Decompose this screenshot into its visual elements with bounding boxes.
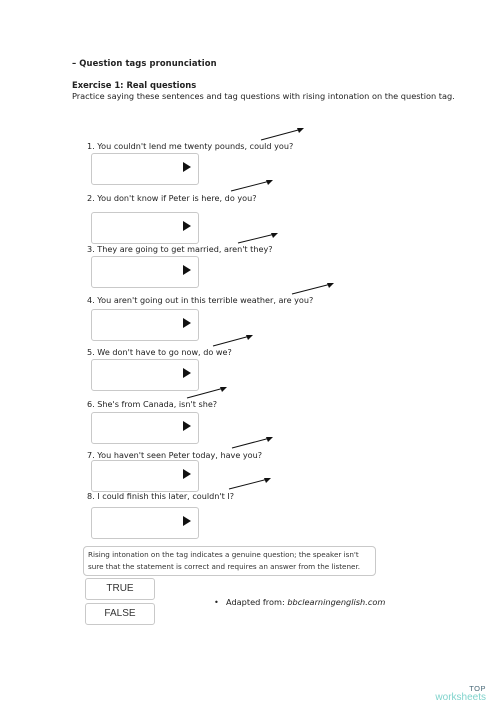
question-5: 5. We don't have to go now, do we? xyxy=(87,347,232,357)
brand-logo xyxy=(435,684,486,702)
audio-player-3[interactable] xyxy=(91,256,199,288)
play-icon[interactable] xyxy=(183,421,191,431)
audio-player-2[interactable] xyxy=(91,212,199,244)
question-6: 6. She's from Canada, isn't she? xyxy=(87,399,218,409)
rising-arrow-icon xyxy=(186,384,236,404)
rising-arrow-icon xyxy=(231,434,281,454)
play-icon[interactable] xyxy=(183,516,191,526)
exercise-title: Exercise 1: Real questions xyxy=(72,80,197,90)
rising-arrow-icon xyxy=(260,125,310,145)
question-8: 8. I could finish this later, couldn't I? xyxy=(87,491,235,501)
audio-player-1[interactable] xyxy=(91,153,199,185)
audio-player-7[interactable] xyxy=(91,460,199,492)
adapted-source: bbclearningenglish.com xyxy=(287,597,386,607)
rising-arrow-icon xyxy=(228,475,278,495)
play-icon[interactable] xyxy=(183,265,191,275)
rising-arrow-icon xyxy=(291,280,341,300)
bullet-icon: • xyxy=(214,597,219,607)
adapted-prefix: Adapted from: xyxy=(226,597,285,607)
question-4: 4. You aren't going out in this terrible weather, are you? xyxy=(87,295,314,305)
true-button[interactable]: TRUE xyxy=(85,578,155,600)
play-icon[interactable] xyxy=(183,368,191,378)
brand-bottom: worksheets xyxy=(435,692,486,703)
play-icon[interactable] xyxy=(183,162,191,172)
audio-player-6[interactable] xyxy=(91,412,199,444)
rising-arrow-icon xyxy=(212,332,262,352)
question-1: 1. You couldn't lend me twenty pounds, could you? xyxy=(87,141,294,151)
brand-top: TOP xyxy=(469,684,486,693)
question-7: 7. You haven't seen Peter today, have you? xyxy=(87,450,263,460)
rising-arrow-icon xyxy=(230,177,280,197)
source-note xyxy=(214,597,385,607)
audio-player-4[interactable] xyxy=(91,309,199,341)
page-heading: – Question tags pronunciation xyxy=(72,58,217,68)
play-icon[interactable] xyxy=(183,469,191,479)
audio-player-8[interactable] xyxy=(91,507,199,539)
question-2: 2. You don't know if Peter is here, do you? xyxy=(87,193,257,203)
audio-player-5[interactable] xyxy=(91,359,199,391)
play-icon[interactable] xyxy=(183,221,191,231)
play-icon[interactable] xyxy=(183,318,191,328)
rising-arrow-icon xyxy=(237,230,287,250)
statement-box: Rising intonation on the tag indicates a genuine question; the speaker isn't sure that the statement is correct and requires an answer from the listener. xyxy=(83,546,376,576)
question-3: 3. They are going to get married, aren't they? xyxy=(87,244,273,254)
exercise-description: Practice saying these sentences and tag questions with rising intonation on the question tag. xyxy=(72,91,455,101)
false-button[interactable]: FALSE xyxy=(85,603,155,625)
